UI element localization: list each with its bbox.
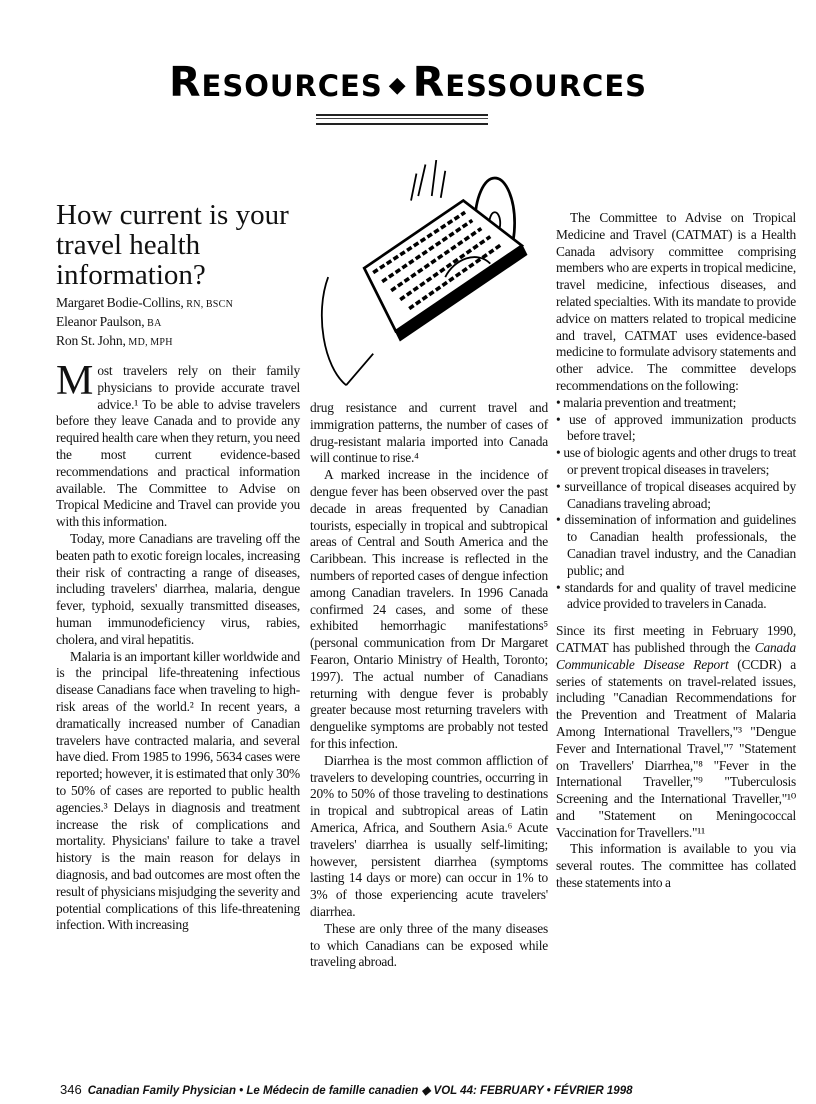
page-number: 346 bbox=[60, 1082, 82, 1097]
author: Margaret Bodie-Collins, RN, BSCN bbox=[56, 295, 234, 310]
banner-left: Resources bbox=[168, 58, 383, 106]
paragraph: The Committee to Advise on Tropical Medicine and Travel (CATMAT) is a Health Canada advisory committee comprising members who are experts in tropical medicine, travel medicine, infectious diseases, and related specialties. With its mandate to provide advice on matters related to tropical medicine and travel, CATMAT uses evidence-based medicine to formulate advisory statements and other advice. The committee develops recommendations on the following: bbox=[556, 210, 796, 393]
paragraph: Since its first meeting in February 1990, CATMAT has published through the Canada Communicable Disease Report (CCDR) a series of statements on travel-related issues, including "Canadian Recommendations for the Prevention and Treatment of Malaria Among International Travellers,"³ "Dengue Fever and International Travel,"⁷ "Statement on Travellers' Diarrhea,"⁸ "Fever in the International Traveller,"⁹ "Tuberculosis Screening and the International Traveller,"¹⁰ and "Statement on Meningococcal Vaccination for Travellers."¹¹ bbox=[556, 623, 796, 840]
paragraph: These are only three of the many diseases to which Canadians can be exposed while traveling abroad. bbox=[310, 920, 548, 970]
banner-rule bbox=[316, 114, 488, 125]
paragraph: Today, more Canadians are traveling off the beaten path to exotic foreign locales, increasing their risk of contracting a range of diseases, including travelers' diarrhea, malaria, dengue fever, typhoid, sexually transmitted diseases, human immunodeficiency virus, rabies, cholera, and viral hepatitis. bbox=[56, 530, 300, 647]
article-title: How current is your travel health information? bbox=[56, 199, 289, 291]
list-item: • dissemination of information and guidelines to Canadian health professionals, the Canadian travel industry, and the Canadian public; and bbox=[556, 512, 796, 579]
section-banner bbox=[0, 58, 816, 106]
diamond-icon: ◆ bbox=[388, 72, 407, 98]
middle-column bbox=[310, 400, 548, 971]
journal-citation: Canadian Family Physician • Le Médecin de famille canadien ◆ VOL 44: FEBRUARY • FÉVRIER 1998 bbox=[87, 1085, 633, 1097]
author: Ron St. John, MD, MPH bbox=[56, 333, 173, 348]
list-item: • malaria prevention and treatment; bbox=[556, 395, 796, 412]
paragraph: This information is available to you via several routes. The committee has collated these statements into a bbox=[556, 841, 796, 891]
list-item: • surveillance of tropical diseases acquired by Canadians traveling abroad; bbox=[556, 479, 796, 513]
paragraph: Diarrhea is the most common affliction of travelers to developing countries, occurring in 20% to 50% of those traveling to destinations in tropical and subtropical areas of Latin America, Africa, and Southern Asia.⁶ Acute travelers' diarrhea is usually self-limiting; however, persistent diarrhea (symptoms lasting 14 days or more) can occur in 1% to 3% of those experiencing acute travelers' diarrhea. bbox=[310, 752, 548, 919]
paragraph: drug resistance and current travel and immigration patterns, the number of cases of drug-resistant malaria imported into Canada will continue to rise.⁴ bbox=[310, 400, 548, 466]
recommendation-list bbox=[556, 395, 796, 613]
left-column bbox=[56, 200, 300, 934]
banner-right: Ressources bbox=[412, 58, 648, 106]
right-column bbox=[556, 210, 796, 892]
paragraph: Malaria is an important killer worldwide and is the principal life-threatening infectious disease Canadians face when traveling to high-risk areas of the world.² In recent years, a dramatically increased number of Canadian travelers have contracted malaria, and several have died. From 1985 to 1996, 5634 cases were reported; however, it is estimated that only 30% to 50% of cases are reported to public health agencies.³ Delays in diagnosis and treatment increase the risk of complications and mortality. Physicians' failure to take a travel history is the main reason for delays in diagnosis, and bad outcomes are most often the result of physicians misjudging the severity and potential complications of this life-threatening infection. With increasing bbox=[56, 648, 300, 933]
list-item: • use of approved immunization products before travel; bbox=[556, 412, 796, 446]
page-footer bbox=[60, 1082, 633, 1098]
paragraph: Most travelers rely on their family physicians to provide accurate travel advice.¹ To be able to advise travelers before they leave Canada and to provide any required health care when they return, you need the most current evidence-based recommendations and practical information available. The Committee to Advise on Tropical Medicine and Travel can provide you with this information. bbox=[56, 358, 300, 530]
list-item: • use of biologic agents and other drugs to treat or prevent tropical diseases in travelers; bbox=[556, 445, 796, 479]
paragraph: A marked increase in the incidence of dengue fever has been observed over the past decade in areas frequented by Canadian tourists, especially in tropical and subtropical areas of Central and South America and the Caribbean. This increase is reflected in the numbers of reported cases of dengue infection among Canadian travelers. In 1996 Canada confirmed 24 cases, and some of these exhibited hemorrhagic manifestations⁵ (personal communication from Dr Margaret Fearon, Ontario Ministry of Health, Toronto; 1997). The actual number of Canadians returning with dengue fever is probably greater because most returning travelers with denguelike symptoms are probably not tested for this infection. bbox=[310, 467, 548, 751]
author: Eleanor Paulson, BA bbox=[56, 314, 162, 329]
list-item: • standards for and quality of travel medicine advice provided to travelers in Canada. bbox=[556, 580, 796, 614]
drop-cap: M bbox=[56, 358, 94, 404]
computer-keyboard-illustration bbox=[305, 160, 545, 396]
